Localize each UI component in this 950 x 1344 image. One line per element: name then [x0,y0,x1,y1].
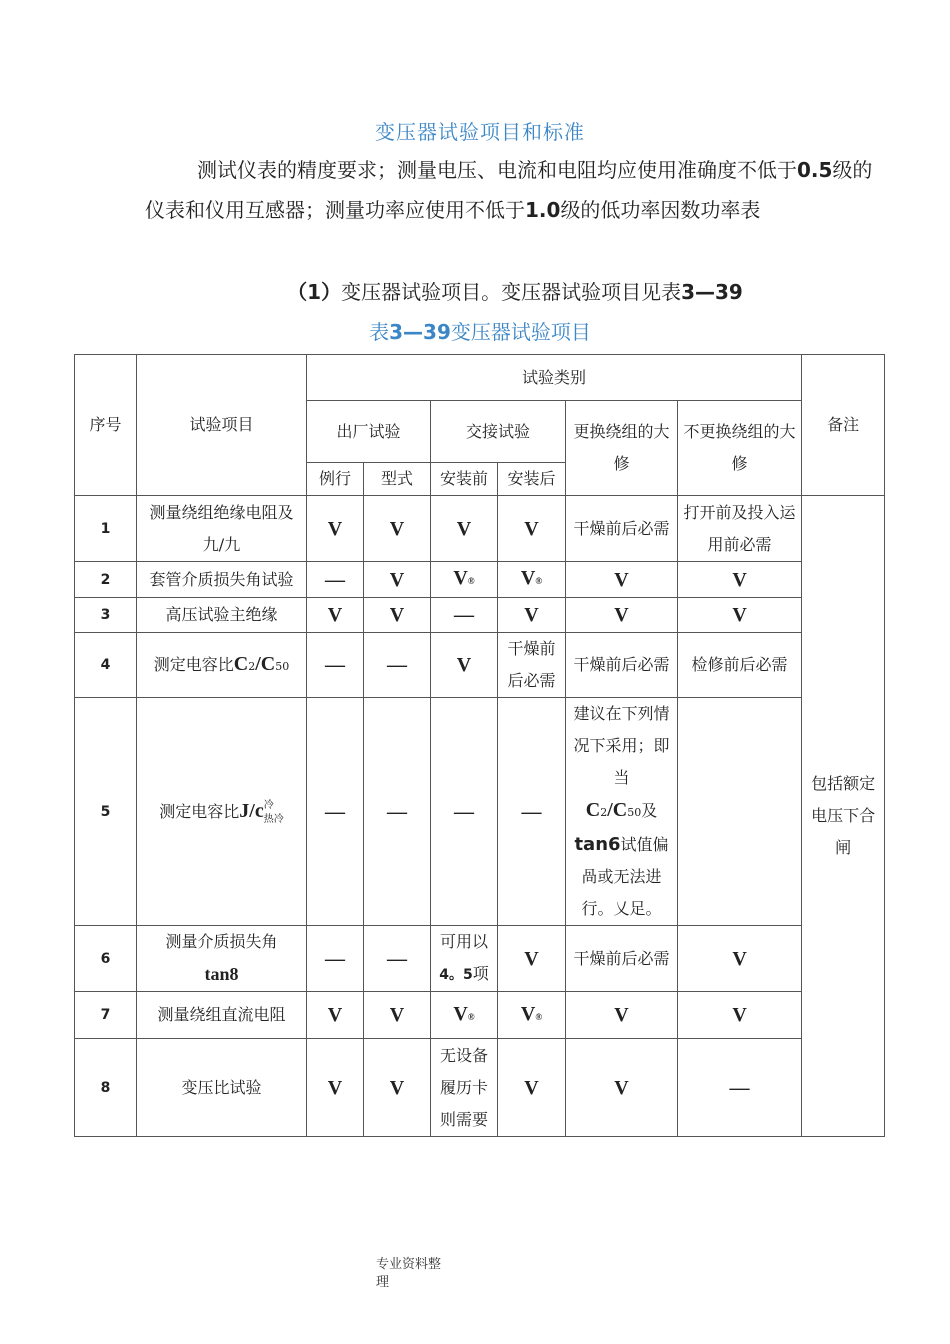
dash-mark: — [678,1039,802,1137]
header-before: 安装前 [431,463,498,496]
check-mark: V [431,633,498,698]
check-mark: V [364,1039,431,1137]
item-small-text [264,799,284,827]
note-number: 4。5 [439,967,473,983]
check-mark: V [678,992,802,1039]
note-text: 及 [641,801,658,820]
check-mark: V [364,562,431,598]
note-text: 建议在下列情况下采用；即当 [573,704,670,787]
item-text: 测量介质损失角 [165,932,278,951]
para2-number-2: 3—39 [681,280,743,304]
dash-mark: — [307,926,364,992]
note-symbol: ® [535,1011,543,1022]
dash-mark: — [364,698,431,926]
header-category: 试验类别 [307,355,802,401]
header-item: 试验项目 [137,355,307,496]
header-factory: 出厂试验 [307,401,431,463]
precision-paragraph [145,150,885,230]
footer-line-2: 理 [376,1275,390,1290]
check-mark: V [520,1002,536,1025]
row-number: 6 [75,926,137,992]
dash-mark: — [307,562,364,598]
dash-mark: — [307,698,364,926]
table-row [75,926,885,992]
item-subscript: 50 [275,659,290,673]
page-footer [376,1256,441,1292]
table-row [75,562,885,598]
row-replace-note: 干燥前后必需 [566,633,678,698]
item-symbol: J/c [239,800,264,822]
row-item [137,698,307,926]
item-symbol: C [233,652,249,675]
row-number: 7 [75,992,137,1039]
check-mark: V [566,598,678,633]
table-row [75,598,885,633]
table-row [75,1039,885,1137]
check-mark-noted [498,992,566,1039]
row-after-note: 干燥前后必需 [498,633,566,698]
check-mark-noted [431,992,498,1039]
check-mark: V [453,1002,468,1025]
row-before-note [431,926,498,992]
item-small-1: 冷 [263,799,274,811]
check-mark: V [498,496,566,562]
footer-line-1: 专业资料整 [376,1257,442,1272]
dash-mark: — [364,633,431,698]
row-number: 2 [75,562,137,598]
check-mark: V [307,992,364,1039]
row-number: 8 [75,1039,137,1137]
check-mark: V [498,926,566,992]
item-text: 测定电容比 [159,802,240,821]
check-mark: V [431,496,498,562]
check-mark: V [566,562,678,598]
dash-mark: — [498,698,566,926]
header-routine: 例行 [307,463,364,496]
note-symbol: C [585,799,601,821]
row-noreplace-note [678,698,802,926]
row-item: 高压试验主绝缘 [137,598,307,633]
header-seq: 序号 [75,355,137,496]
check-mark: V [364,598,431,633]
note-subscript: 50 [627,806,642,819]
header-row-1 [75,355,885,401]
header-remark: 备注 [802,355,885,496]
item-symbol: tan8 [204,964,239,984]
header-type: 型式 [364,463,431,496]
caption-prefix: 表 [369,320,390,344]
note-text: 可用以 [439,932,488,951]
para1-text-c: 级的低功率因数功率表 [560,198,761,222]
row-noreplace-note: 打开前及投入运用前必需 [678,496,802,562]
para2-number-1: （1） [287,280,342,304]
check-mark-noted [498,562,566,598]
test-items-table [74,354,885,1137]
note-symbol: ® [535,576,543,586]
row-item: 套管介质损失角试验 [137,562,307,598]
item-text: 测定电容比 [153,654,234,674]
row-replace-note [566,698,678,926]
note-subscript: 2 [600,806,608,819]
row-number: 5 [75,698,137,926]
row-number: 3 [75,598,137,633]
remark-text: 包括额定电压下合闸 [811,774,876,857]
row-item: 变压比试验 [137,1039,307,1137]
check-mark: V [678,926,802,992]
caption-number: 3—39 [389,320,451,344]
check-mark: V [678,562,802,598]
dash-mark: — [364,926,431,992]
check-mark: V [566,1039,678,1137]
caption-text: 变压器试验项目 [450,320,591,344]
row-item [137,926,307,992]
header-handover: 交接试验 [431,401,566,463]
dash-mark: — [307,633,364,698]
check-mark: V [307,598,364,633]
check-mark-noted [431,562,498,598]
row-item: 测量绕组绝缘电阻及九/九 [137,496,307,562]
item-small-2: 热冷 [263,813,284,825]
dash-mark: — [431,598,498,633]
note-text: 咼或无法进行。乂足。 [581,867,662,918]
para2-text: 变压器试验项目。变压器试验项目见表 [341,280,682,304]
check-mark: V [307,1039,364,1137]
row-number: 4 [75,633,137,698]
row-before-note: 无设备履历卡则需要 [431,1039,498,1137]
items-paragraph [165,272,865,312]
note-symbol: ® [467,1011,475,1022]
note-symbol: ® [467,576,475,586]
row-item [137,633,307,698]
para1-text-b: 级的仪表和仪用互感器；测量功率应使用不低于 [145,158,873,222]
item-symbol: /C [255,652,276,675]
dash-mark: — [431,698,498,926]
table-row [75,992,885,1039]
check-mark: V [498,1039,566,1137]
check-mark: V [678,598,802,633]
header-noreplace: 不更换绕组的大修 [678,401,802,496]
item-subscript: 2 [248,659,256,673]
row-number: 1 [75,496,137,562]
table-row [75,496,885,562]
para1-number-1: 0.5 [797,158,833,182]
note-symbol: /C [607,799,628,821]
para1-number-2: 1.0 [525,198,561,222]
remark-cell [802,496,885,1137]
check-mark: V [566,992,678,1039]
check-mark: V [520,567,536,589]
check-mark: V [498,598,566,633]
header-replace: 更换绕组的大修 [566,401,678,496]
document-title: 变压器试验项目和标准 [375,120,585,144]
table-row [75,698,885,926]
note-text: 试值偏 [620,835,669,854]
row-replace-note: 干燥前后必需 [566,926,678,992]
row-noreplace-note: 检修前后必需 [678,633,802,698]
check-mark: V [453,567,468,589]
note-text: 项 [472,964,489,983]
table-caption [0,316,950,345]
note-symbol: tan6 [574,834,621,855]
check-mark: V [364,992,431,1039]
row-replace-note: 干燥前后必需 [566,496,678,562]
check-mark: V [307,496,364,562]
para1-text-a: 测试仪表的精度要求；测量电压、电流和电阻均应使用准确度不低于 [197,158,797,182]
table-row [75,633,885,698]
row-item: 测量绕组直流电阻 [137,992,307,1039]
check-mark: V [364,496,431,562]
header-after: 安装后 [498,463,566,496]
